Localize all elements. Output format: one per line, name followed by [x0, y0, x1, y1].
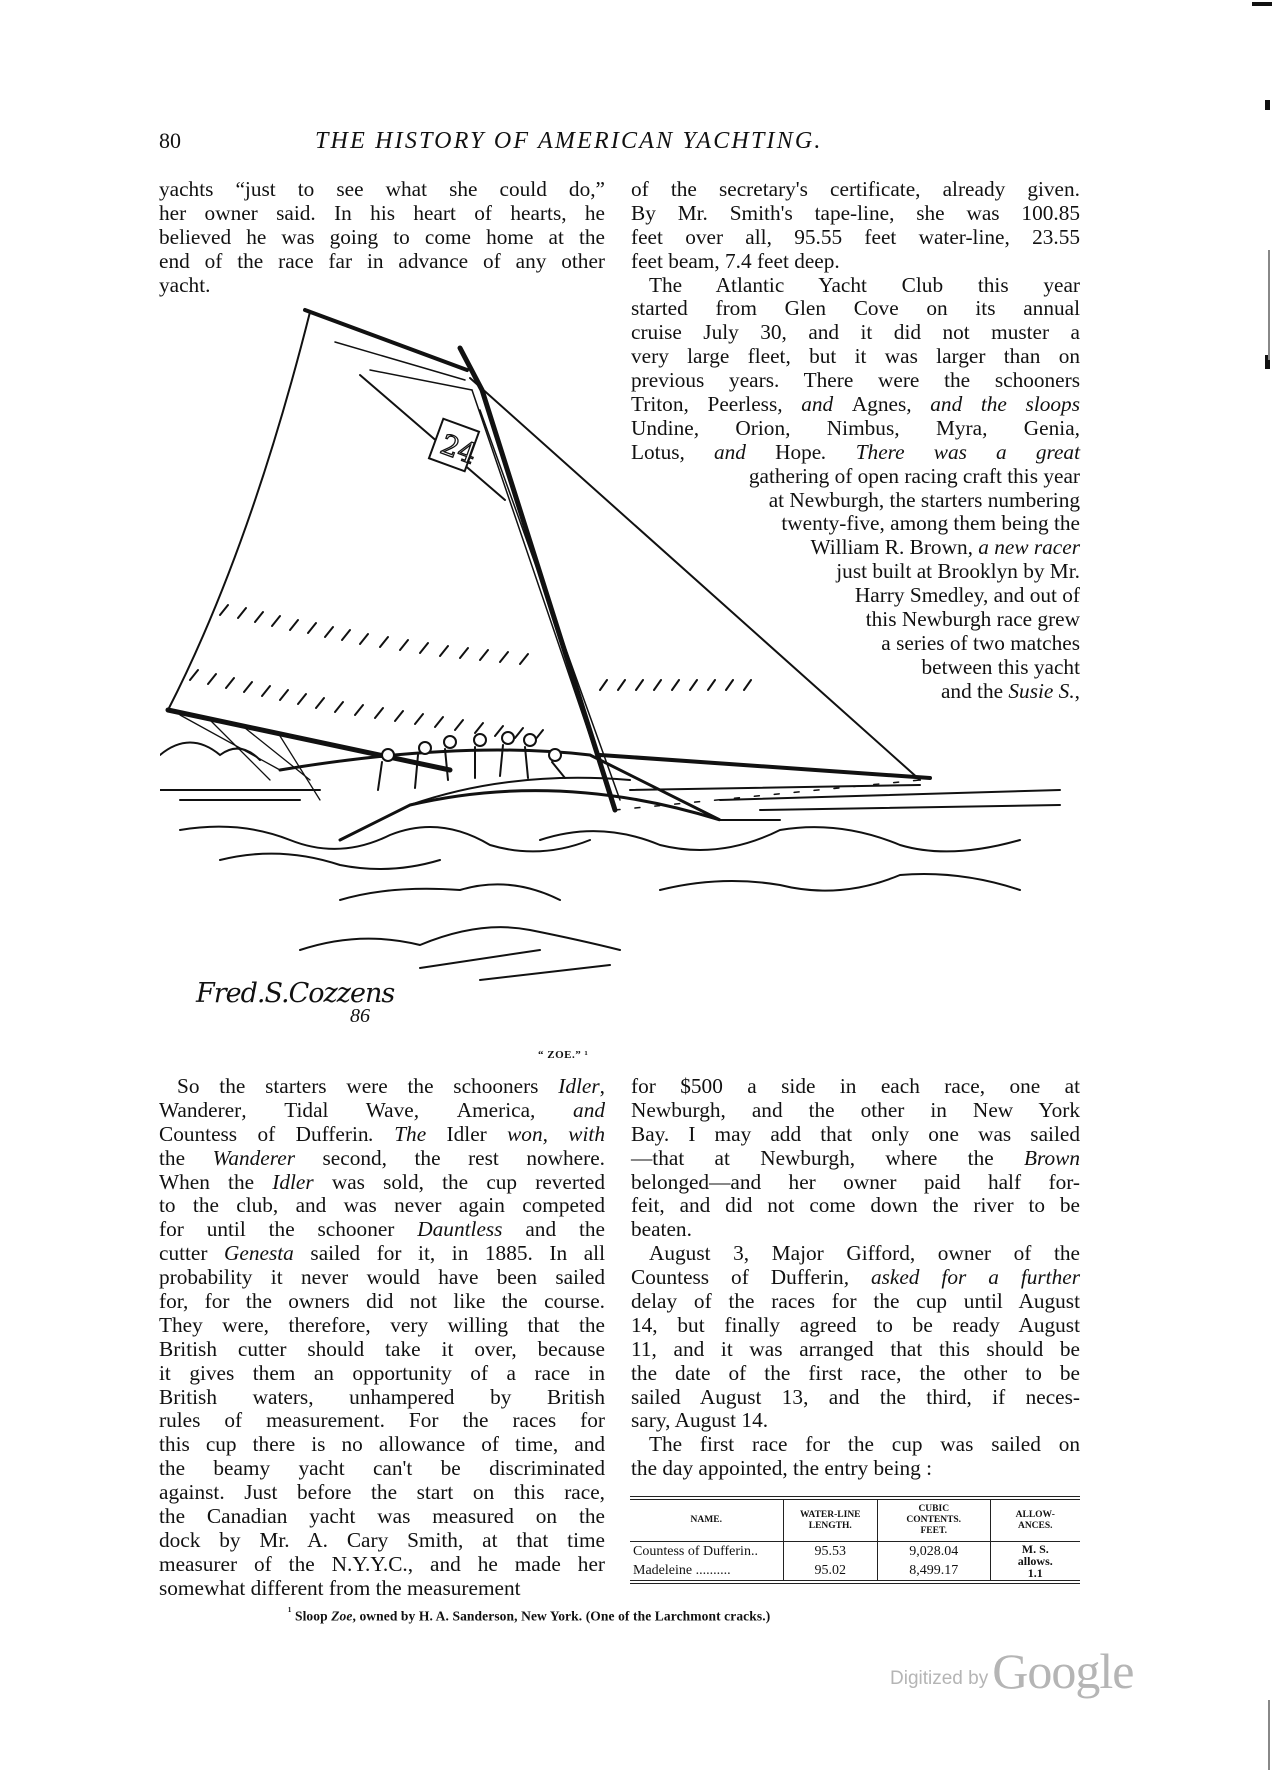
text-line: feet over all, 95.55 feet water-line, 23.55	[631, 224, 1080, 249]
text-line: The Atlantic Yacht Club this year	[649, 272, 1080, 297]
text-line: measurer of the N.Y.Y.C., and he made her	[159, 1551, 605, 1576]
text-line: somewhat different from the measurement	[159, 1575, 521, 1600]
col-cubic-header: CUBIC CONTENTS. FEET.	[878, 1500, 991, 1542]
watermark-prefix: Digitized by	[890, 1668, 989, 1689]
text-line: Undine, Orion, Nimbus, Myra, Genia,	[631, 415, 1080, 440]
watermark-brand-logo: Google	[992, 1643, 1134, 1699]
scan-edge-mark	[1265, 100, 1270, 110]
text-line: So the starters were the schooners Idler,	[177, 1074, 605, 1098]
text-line: The first race for the cup was sailed on	[649, 1432, 1080, 1457]
text-line: the Canadian yacht was measured on the	[159, 1504, 605, 1529]
text-line: end of the race far in advance of any other	[159, 248, 605, 273]
text-line: this Newburgh race grew	[865, 607, 1080, 632]
text-line: and the Susie S.,	[940, 678, 1080, 703]
text-line: to the club, and was never again competed	[159, 1193, 605, 1218]
text-line: at Newburgh, the starters numbering	[768, 487, 1080, 512]
signature-year: 86	[350, 1005, 370, 1027]
text-line: sailed August 13, and the third, if neces-	[631, 1384, 1080, 1409]
text-line: a series of two matches	[881, 630, 1080, 655]
text-line: gathering of open racing craft this year	[748, 463, 1080, 488]
page-header	[159, 128, 1079, 158]
text-line: the Wanderer second, the rest nowhere.	[159, 1145, 605, 1170]
text-line: feet beam, 7.4 feet deep.	[631, 248, 840, 273]
table-row	[630, 1542, 1080, 1562]
yacht-name: Countess of Dufferin..	[633, 1543, 758, 1559]
text-line: Newburgh, and the other in New York	[631, 1097, 1080, 1122]
text-line: the beamy yacht can't be discriminated	[159, 1456, 605, 1481]
running-title: THE HISTORY OF AMERICAN YACHTING.	[315, 128, 823, 154]
text-line: British cutter should take it over, because	[159, 1336, 605, 1361]
footnote: $^{^1}$ Sloop Zoe, owned by H. A. Sanderson, New York. (One of the Larchmont cracks.)	[288, 1606, 771, 1624]
text-line: William R. Brown, a new racer	[810, 535, 1080, 560]
text-line: Lotus, and Hope. There was a great	[631, 439, 1080, 464]
scan-edge-mark	[1252, 2, 1272, 6]
text-line: 11, and it was arranged that this should be	[631, 1336, 1080, 1361]
text-line: this cup there is no allowance of time, and	[159, 1432, 605, 1457]
text-line: previous years. There were the schooners	[631, 368, 1080, 393]
scan-edge-mark	[1268, 250, 1270, 360]
yacht-name: Madeleine ..........	[633, 1562, 731, 1578]
table-bottom-rule	[630, 1580, 1080, 1584]
text-line: Triton, Peerless, and Agnes, and the sloops	[631, 392, 1080, 417]
text-line: between this yacht	[921, 654, 1080, 679]
text-line: They were, therefore, very willing that the	[159, 1312, 605, 1337]
text-line: yacht.	[159, 272, 211, 297]
text-line: —that at Newburgh, where the Brown	[631, 1145, 1080, 1170]
text-line: it gives them an opportunity of a race in	[159, 1360, 605, 1385]
text-line: started from Glen Cove on its annual	[631, 296, 1080, 321]
text-line: cruise July 30, and it did not muster a	[631, 320, 1080, 345]
text-line: cutter Genesta sailed for it, in 1885. In all	[159, 1241, 605, 1266]
text-line: beaten.	[631, 1217, 692, 1242]
waterline-length: 95.53	[783, 1542, 878, 1562]
text-line: believed he was going to come home at the	[159, 224, 605, 249]
col-waterline-header: WATER-LINE LENGTH.	[783, 1500, 878, 1542]
text-line: yachts “just to see what she could do,”	[159, 177, 605, 201]
col-allowances-header: ALLOW- ANCES.	[990, 1500, 1080, 1542]
waterline-length: 95.02	[783, 1561, 878, 1580]
text-line: probability it never would have been sailed	[159, 1265, 605, 1290]
text-line: belonged—and her owner paid half for-	[631, 1169, 1080, 1194]
left-column-bottom	[159, 1075, 605, 1601]
text-line: Countess of Dufferin, asked for a further	[631, 1265, 1080, 1290]
text-line: for until the schooner Dauntless and the	[159, 1217, 605, 1242]
text-line: By Mr. Smith's tape-line, she was 100.85	[631, 200, 1080, 225]
text-line: very large fleet, but it was larger than on	[631, 344, 1080, 369]
text-line: August 3, Major Gifford, owner of the	[649, 1241, 1080, 1266]
scan-edge-mark	[1268, 1700, 1270, 1770]
text-line: just built at Brooklyn by Mr.	[836, 559, 1080, 584]
text-line: the day appointed, the entry being :	[631, 1456, 933, 1481]
text-line: delay of the races for the cup until August	[631, 1289, 1080, 1314]
text-line: against. Just before the start on this race,	[159, 1480, 605, 1505]
text-line: twenty-five, among them being the	[781, 511, 1080, 536]
text-line: sary, August 14.	[631, 1408, 769, 1433]
text-line: 14, but finally agreed to be ready August	[631, 1312, 1080, 1337]
text-line: for $500 a side in each race, one at	[631, 1074, 1080, 1098]
sail-number: 24	[436, 427, 482, 471]
illustration-caption: “ ZOE.” ¹	[538, 1049, 589, 1061]
text-line: of the secretary's certificate, already given.	[631, 177, 1080, 201]
text-line: Bay. I may add that only one was sailed	[631, 1121, 1080, 1146]
artist-signature: Fred.S.Cozzens	[196, 978, 395, 1009]
right-column-bottom	[631, 1075, 1080, 1481]
text-line: feit, and did not come down the river to be	[631, 1193, 1080, 1218]
text-line: British waters, unhampered by British	[159, 1384, 605, 1409]
text-line: for, for the owners did not like the course.	[159, 1289, 605, 1314]
allowance: M. S. allows. 1.1	[990, 1542, 1080, 1581]
cubic-contents: 8,499.17	[878, 1561, 991, 1580]
table-header-row	[630, 1500, 1080, 1542]
footnote-marker: ¹	[288, 1606, 292, 1618]
yacht-illustration	[160, 300, 1090, 1040]
text-line: When the Idler was sold, the cup reverted	[159, 1169, 605, 1194]
left-column-top	[159, 178, 605, 297]
col-name-header: NAME.	[630, 1500, 783, 1542]
text-line: Wanderer, Tidal Wave, America, and	[159, 1097, 605, 1122]
cubic-contents: 9,028.04	[878, 1542, 991, 1562]
text-line: dock by Mr. A. Cary Smith, at that time	[159, 1527, 605, 1552]
text-line: the date of the first race, the other to be	[631, 1360, 1080, 1385]
digitization-watermark	[890, 1642, 1133, 1700]
text-line: her owner said. In his heart of hearts, he	[159, 200, 605, 225]
text-line: Countess of Dufferin. The Idler won, with	[159, 1121, 605, 1146]
text-line: Harry Smedley, and out of	[854, 583, 1080, 608]
text-line: rules of measurement. For the races for	[159, 1408, 605, 1433]
entry-table	[630, 1496, 1080, 1584]
page-number: 80	[159, 128, 181, 153]
